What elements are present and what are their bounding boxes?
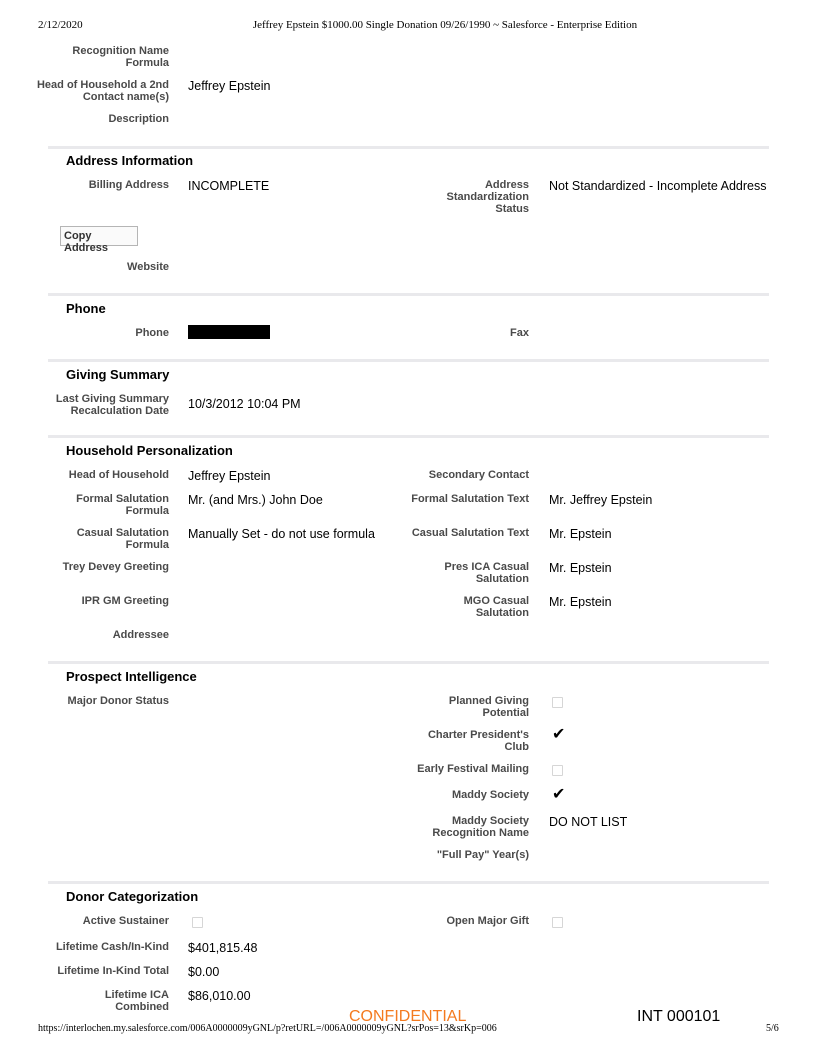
print-page-number: 5/6 — [766, 1023, 779, 1034]
addressee-label: Addressee — [112, 629, 169, 641]
formal-salutation-text-label: Formal Salutation Text — [411, 493, 529, 505]
section-title-giving: Giving Summary — [66, 367, 170, 382]
hoh-2nd-contact-value: Jeffrey Epstein — [188, 79, 271, 93]
address-standardization-value: Not Standardized - Incomplete Address — [549, 179, 767, 193]
lifetime-inkind-total-value: $0.00 — [188, 965, 220, 979]
formal-salutation-formula-label: Formal Salutation Formula — [76, 493, 169, 517]
billing-address-label: Billing Address — [88, 179, 169, 191]
lifetime-ica-combined-value: $86,010.00 — [188, 989, 251, 1003]
website-label: Website — [127, 261, 169, 273]
head-of-household-value: Jeffrey Epstein — [188, 469, 271, 483]
charter-presidents-club-label: Charter President's Club — [427, 729, 529, 753]
casual-salutation-text-value: Mr. Epstein — [549, 527, 612, 541]
recalculation-date-label: Last Giving Summary Recalculation Date — [55, 393, 169, 417]
fax-label: Fax — [510, 327, 529, 339]
planned-giving-potential-label: Planned Giving Potential — [448, 695, 529, 719]
copy-address-button[interactable]: Copy Address — [60, 226, 138, 246]
recalculation-date-value: 10/3/2012 10:04 PM — [188, 397, 301, 411]
active-sustainer-label: Active Sustainer — [82, 915, 169, 927]
maddy-society-recognition-name-label: Maddy Society Recognition Name — [432, 815, 529, 839]
billing-address-value: INCOMPLETE — [188, 179, 270, 193]
secondary-contact-label: Secondary Contact — [428, 469, 529, 481]
recognition-name-formula-label: Recognition Name Formula — [72, 45, 169, 69]
section-divider — [48, 881, 769, 884]
formal-salutation-text-value: Mr. Jeffrey Epstein — [549, 493, 653, 507]
formal-salutation-formula-value: Mr. (and Mrs.) John Doe — [188, 493, 323, 507]
confidential-stamp: CONFIDENTIAL — [349, 1008, 467, 1025]
print-date: 2/12/2020 — [38, 19, 83, 31]
section-title-donor: Donor Categorization — [66, 889, 199, 904]
lifetime-inkind-total-label: Lifetime In-Kind Total — [57, 965, 169, 977]
section-divider — [48, 661, 769, 664]
redacted-phone-value — [188, 325, 270, 339]
full-pay-years-label: "Full Pay" Year(s) — [436, 849, 529, 861]
casual-salutation-formula-label: Casual Salutation Formula — [76, 527, 169, 551]
pres-ica-casual-salutation-label: Pres ICA Casual Salutation — [444, 561, 529, 585]
maddy-society-check-icon: ✔ — [552, 786, 566, 803]
section-title-household: Household Personalization — [66, 443, 233, 458]
early-festival-mailing-label: Early Festival Mailing — [417, 763, 529, 775]
open-major-gift-label: Open Major Gift — [446, 915, 529, 927]
print-url: https://interlochen.my.salesforce.com/006A0000009yGNL/p?retURL=/006A0000009yGNL?srPos=13&srKp=006 — [38, 1023, 497, 1034]
section-title-address: Address Information — [66, 153, 194, 168]
section-divider — [48, 435, 769, 438]
hoh-2nd-contact-label: Head of Household a 2nd Contact name(s) — [36, 79, 169, 103]
section-title-prospect: Prospect Intelligence — [66, 669, 197, 684]
early-festival-mailing-checkbox-icon — [552, 765, 563, 776]
section-divider — [48, 146, 769, 149]
section-divider — [48, 359, 769, 362]
casual-salutation-text-label: Casual Salutation Text — [411, 527, 529, 539]
lifetime-ica-combined-label: Lifetime ICA Combined — [104, 989, 169, 1013]
planned-giving-checkbox-icon — [552, 697, 563, 708]
head-of-household-label: Head of Household — [68, 469, 169, 481]
maddy-society-recognition-name-value: DO NOT LIST — [549, 815, 628, 829]
phone-label: Phone — [135, 327, 169, 339]
casual-salutation-formula-value: Manually Set - do not use formula — [188, 527, 375, 541]
mgo-casual-salutation-label: MGO Casual Salutation — [463, 595, 529, 619]
lifetime-cash-inkind-label: Lifetime Cash/In-Kind — [55, 941, 169, 953]
mgo-casual-salutation-value: Mr. Epstein — [549, 595, 612, 609]
section-divider — [48, 293, 769, 296]
pres-ica-casual-salutation-value: Mr. Epstein — [549, 561, 612, 575]
open-major-gift-checkbox-icon — [552, 917, 563, 928]
print-title: Jeffrey Epstein $1000.00 Single Donation 09/26/1990 ~ Salesforce - Enterprise Edition — [252, 19, 638, 31]
address-standardization-label: Address Standardization Status — [446, 179, 529, 215]
bates-number: INT 000101 — [637, 1008, 721, 1025]
ipr-gm-greeting-label: IPR GM Greeting — [81, 595, 169, 607]
maddy-society-label: Maddy Society — [451, 789, 529, 801]
lifetime-cash-inkind-value: $401,815.48 — [188, 941, 258, 955]
trey-devey-greeting-label: Trey Devey Greeting — [62, 561, 169, 573]
description-label: Description — [108, 113, 169, 125]
charter-presidents-club-check-icon: ✔ — [552, 726, 566, 743]
active-sustainer-checkbox-icon — [192, 917, 203, 928]
major-donor-status-label: Major Donor Status — [67, 695, 169, 707]
section-title-phone: Phone — [66, 301, 106, 316]
